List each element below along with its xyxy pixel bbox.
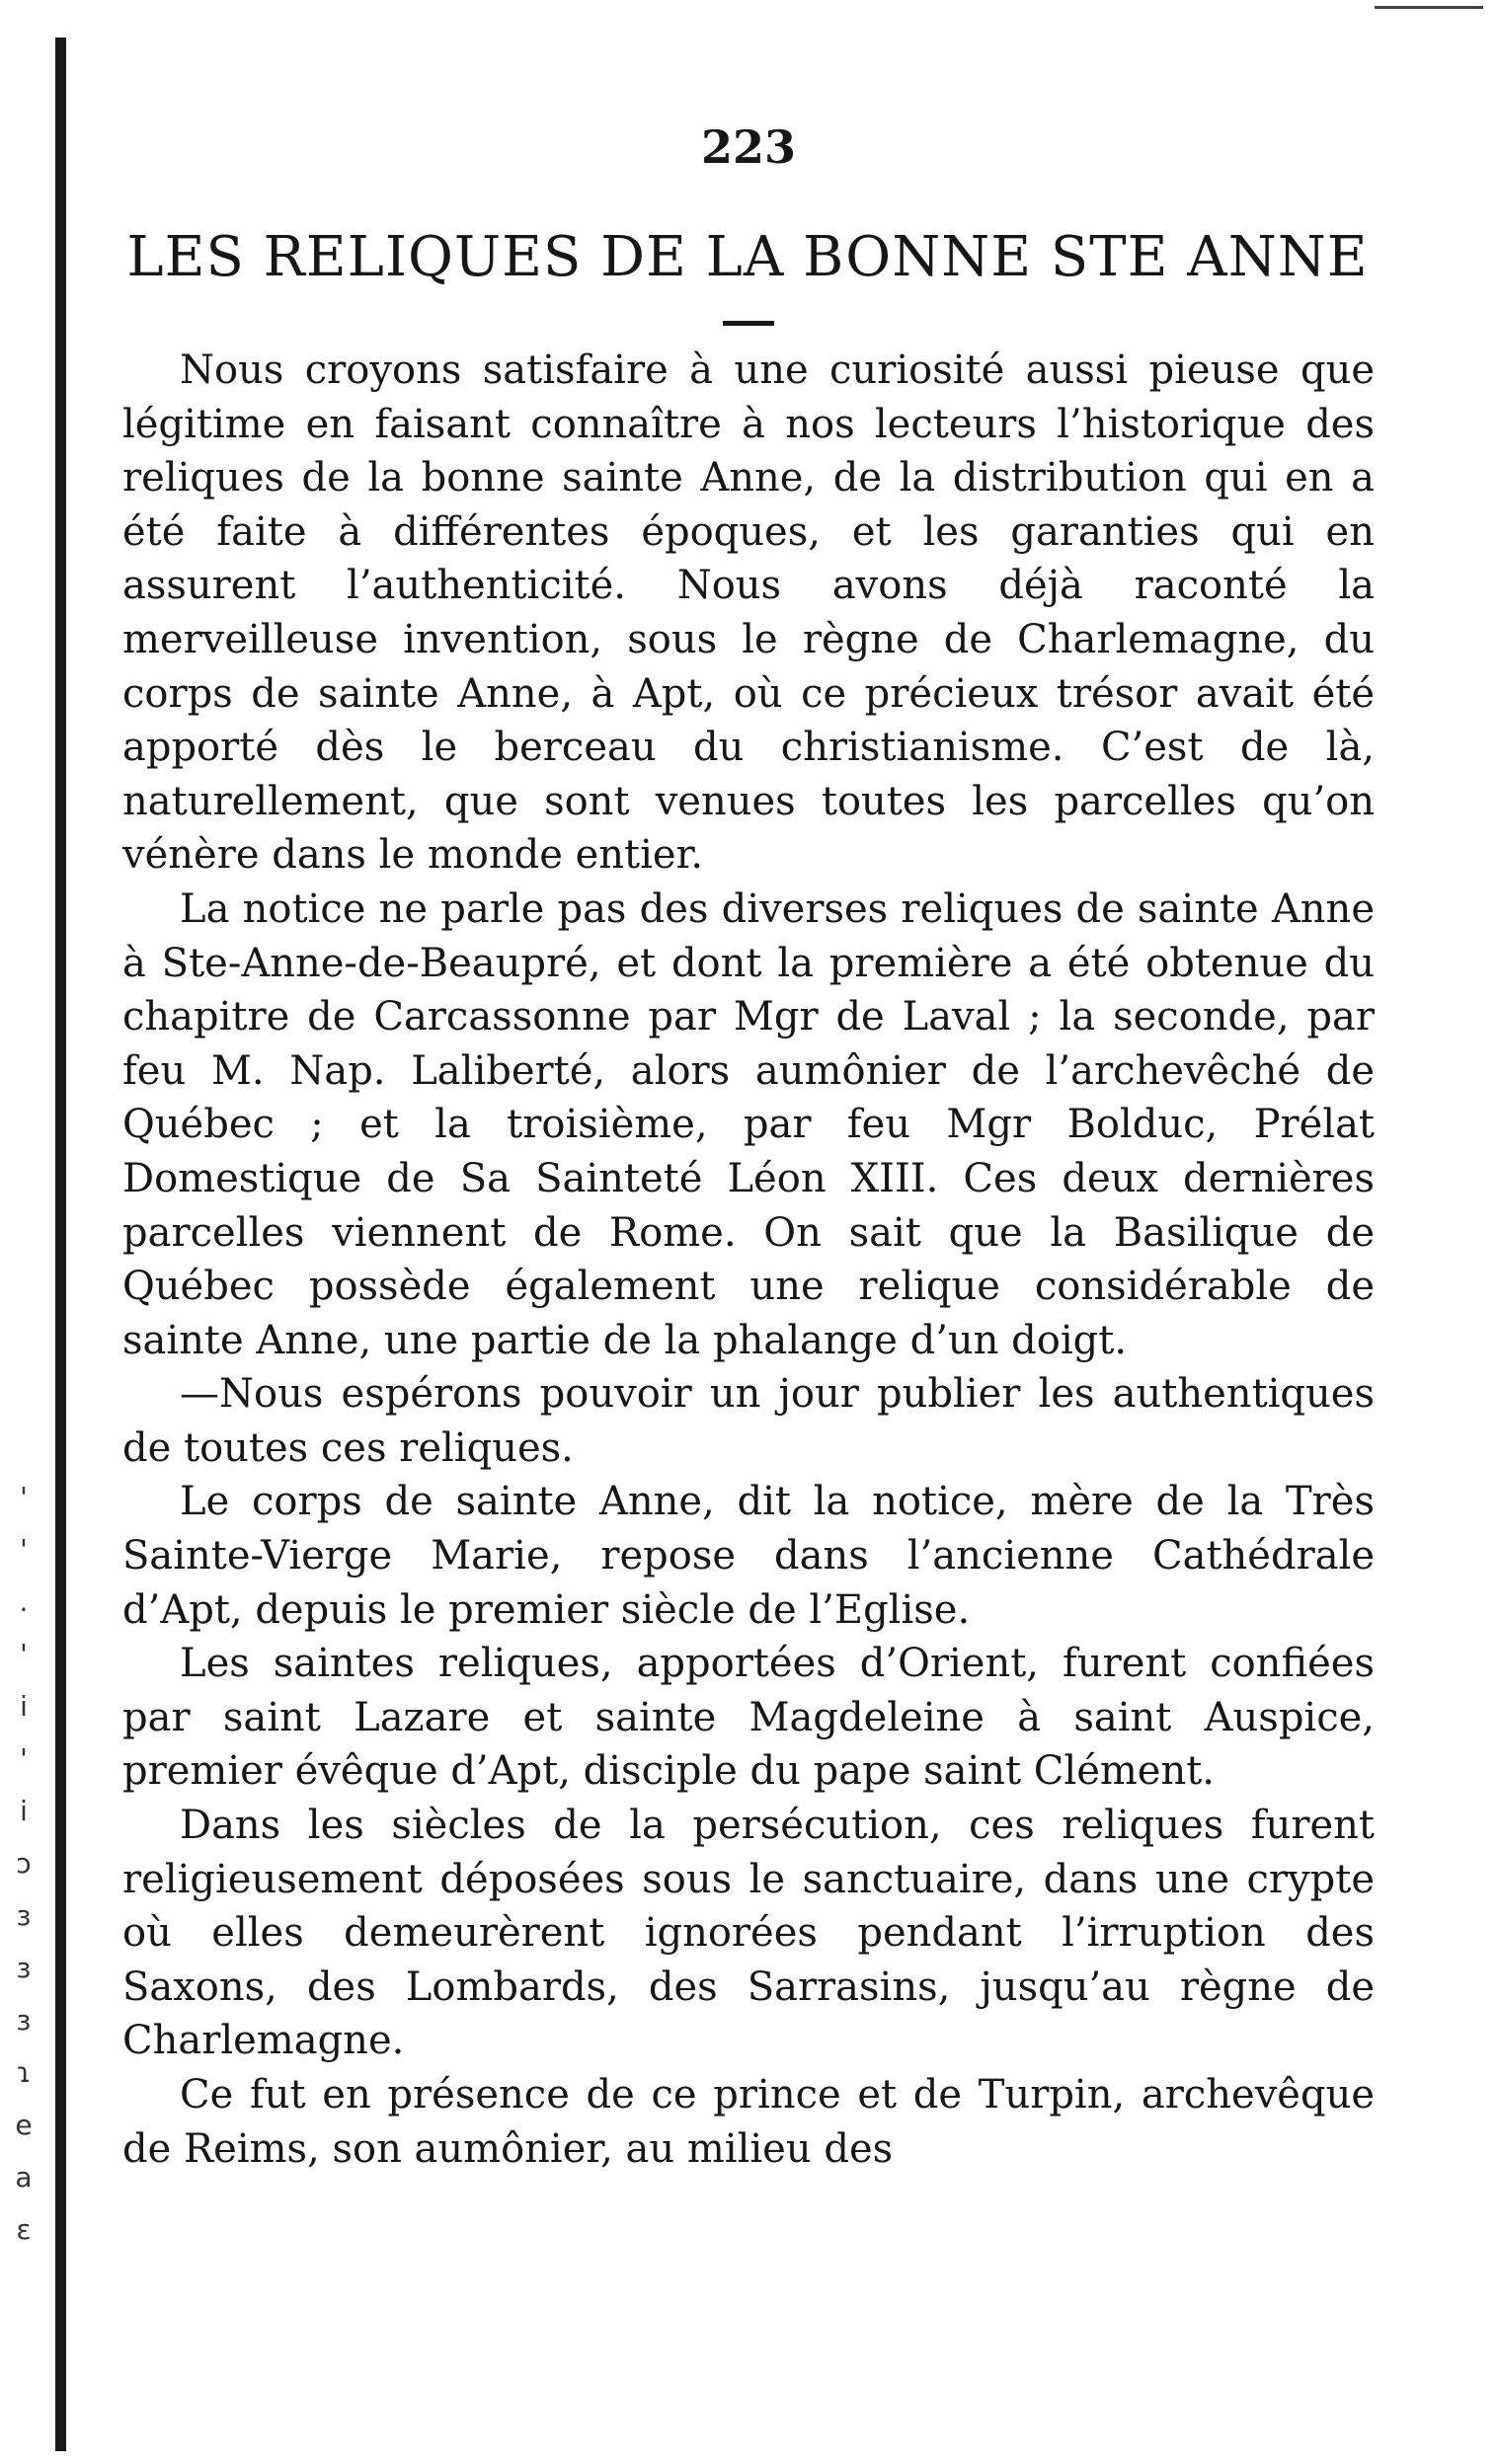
paragraph: La notice ne parle pas des diverses reliques de sainte Anne à Ste-Anne-de-Beaupré, et dont la première a été obtenue du chapitre de Carcassonne par Mgr de Laval ; la seconde, par feu M. Nap. Laliberté, alors aumônier de l’archevêché de Québec ; et la troisième, par feu Mgr Bolduc, Prélat Domestique de Sa Sainteté Léon XIII. Ces deux dernières parcelles viennent de Rome. On sait que la Basilique de Québec possède également une relique considérable de sainte Anne, une partie de la phalange d’un doigt. xyxy=(122,886,1375,1363)
bleed-char: i xyxy=(20,1795,28,1827)
paragraph: Les saintes reliques, apportées d’Orient, furent confiées par saint Lazare et sainte Magdeleine à saint Auspice, premier évêque d’Apt, disciple du pape saint Clément. xyxy=(122,1641,1375,1795)
page-title: LES RELIQUES DE LA BONNE STE ANNE xyxy=(126,225,1369,289)
paragraph: Le corps de sainte Anne, dit la notice, mère de la Très Sainte-Vierge Marie, repose dans l’ancienne Cathédrale d’Apt, depuis le premier siècle de l’Eglise. xyxy=(122,1479,1375,1633)
paragraph: Nous croyons satisfaire à une curiosité aussi pieuse que légitime en faisant connaître à nos lecteurs l’historique des reliques de la bonne sainte Anne, de la distribution qui en a été faite à différentes époques, et les garanties qui en assurent l’authenticité. Nous avons déjà raconté la merveilleuse invention, sous le règne de Charlemagne, du corps de sainte Anne, à Apt, où ce précieux trésor avait été apporté dès le berceau du christianisme. C’est de là, naturellement, que sont venues toutes les parcelles qu’on vénère dans le monde entier. xyxy=(122,347,1375,879)
bleed-char: ɿ xyxy=(16,2056,32,2089)
bleed-char: з xyxy=(16,1952,32,1984)
paragraph: —Nous espérons pouvoir un jour publier les authentiques de toutes ces reliques. xyxy=(122,1371,1375,1471)
bleed-char: ɛ xyxy=(16,2213,32,2246)
bleed-char: ɔ xyxy=(16,1847,32,1880)
scan-binding-edge xyxy=(55,38,66,2451)
bleed-char: ' xyxy=(20,1638,28,1670)
paragraph: Ce fut en présence de ce prince et de Turpin, archevêque de Reims, son aumônier, au milieu des xyxy=(122,2072,1375,2172)
bleed-char: a xyxy=(15,2161,33,2194)
bleed-char: ɜ xyxy=(16,1899,32,1932)
article-body xyxy=(122,344,1375,2176)
bleed-char: i xyxy=(20,1690,28,1723)
title-rule xyxy=(723,321,774,326)
bleed-char: з xyxy=(16,2004,32,2037)
bleed-char: ' xyxy=(20,1533,28,1566)
bleed-char: e xyxy=(15,2109,33,2141)
page-number: 223 xyxy=(700,120,797,174)
bleed-char: ' xyxy=(20,1481,28,1513)
margin-bleed-through xyxy=(6,1471,41,2256)
scan-top-edge xyxy=(1375,6,1483,9)
bleed-char: ' xyxy=(20,1742,28,1775)
paragraph: Dans les siècles de la persécution, ces reliques furent religieusement déposées sous le sanctuaire, dans une crypte où elles demeurèrent ignorées pendant l’irruption des Saxons, des Lombards, des Sarrasins, jusqu’au règne de Charlemagne. xyxy=(122,1803,1375,2064)
bleed-char: . xyxy=(19,1585,29,1618)
